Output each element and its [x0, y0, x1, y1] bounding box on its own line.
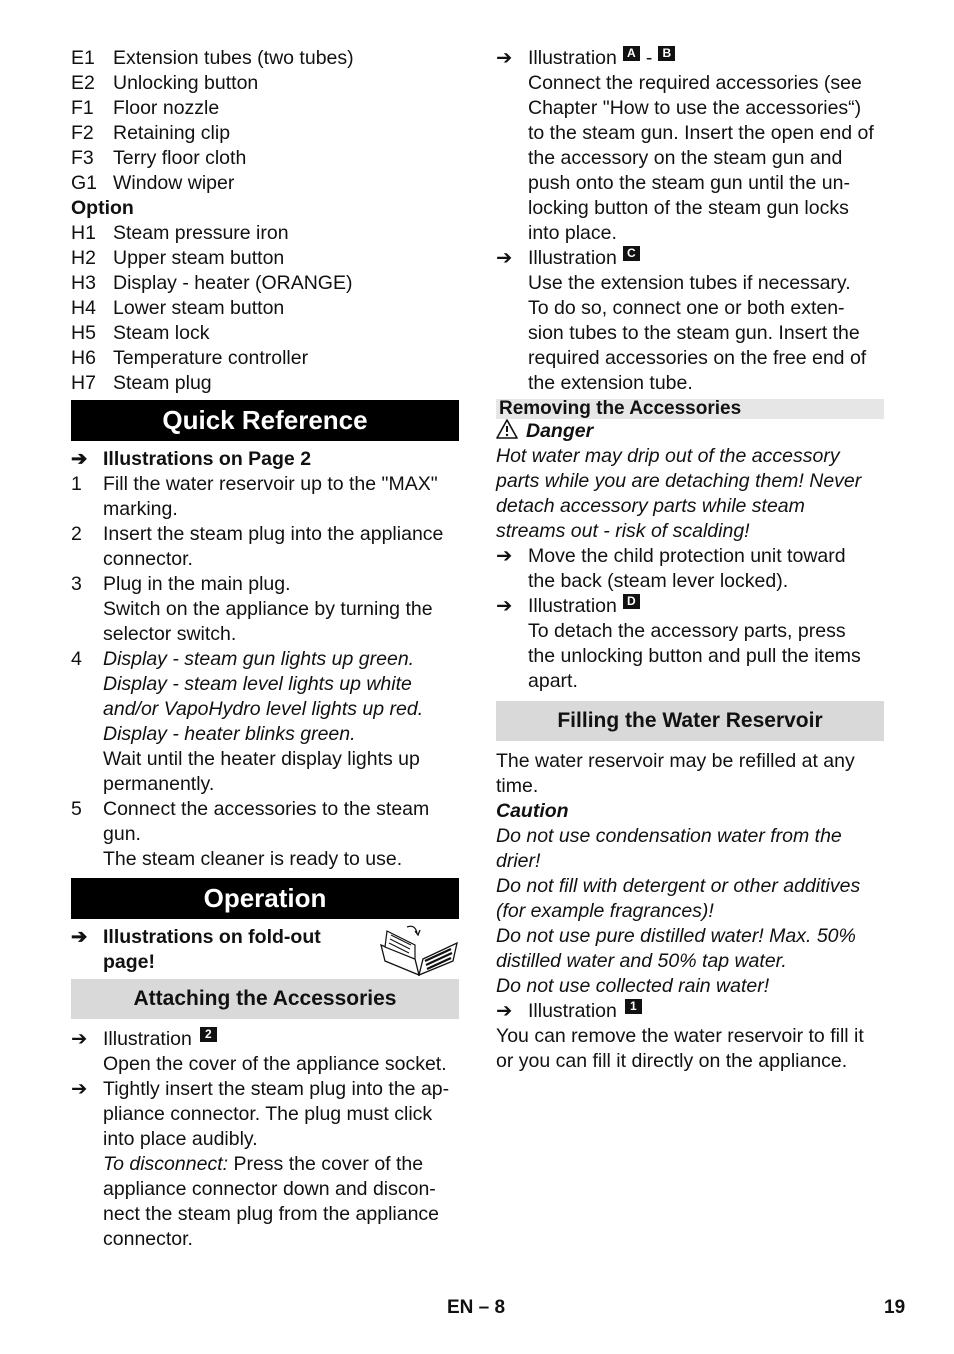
footer-section-label: EN – 8	[447, 1297, 506, 1318]
left-column: E1 Extension tubes (two tubes) E2 Unlocking button F1 Floor nozzle F2 Retaining clip F3 Terry floor cloth G1 Window wiper Option H1 Steam pressure iron H2 Upper steam button H3 Display - heater (ORANGE) H4 Lower steam button H5 Steam lock H6 Temperature controller H7 Steam plug Quick Reference ➔ Illustrations on Page 2 1 Fill the water reservoir up to the "MAX" marking. 2 Insert the steam plug into the appliance connector. 3 Plug in the main plug. Switch on the appliance by turning the selector switch. 4 Display - steam gun lights up green. Display - steam level lights up white and/or VapoHydro level lights up red. Display - heater blinks green. Wait until the heater display lights up permanently. 5 Connect the accessories to the steam gun. The steam cleaner is ready to use. Operation ➔ Illustrations on fold-out page! Attaching the Accessories ➔ Illustration 2 Open the cover of the appliance socket. ➔ Tightly insert the steam plug into the ap- pliance connector. The plug must click into place audibly. To disconnect: Press the cover of the appliance connector down and discon- nect the steam plug from the appliance connector.	[71, 46, 459, 1252]
arrow-right-icon: ➔	[496, 1000, 513, 1022]
attaching-accessories-heading: Attaching the Accessories	[71, 979, 459, 1019]
illustration-badge: B	[658, 46, 675, 61]
list-item: E2 Unlocking button	[71, 72, 259, 94]
list-item: H5 Steam lock	[71, 322, 210, 344]
illustration-badge: C	[623, 246, 640, 261]
parts-list	[71, 46, 459, 196]
illustration-badge: A	[623, 46, 640, 61]
quick-reference-illustration-ref: ➔ Illustrations on Page 2	[71, 448, 312, 470]
filling-water-reservoir-heading: Filling the Water Reservoir	[496, 701, 884, 741]
arrow-right-icon: ➔	[496, 247, 513, 269]
step-3: 3 Plug in the main plug.	[71, 573, 291, 595]
arrow-right-icon: ➔	[71, 448, 88, 470]
list-item: H3 Display - heater (ORANGE)	[71, 272, 353, 294]
illustration-badge: 2	[200, 1027, 217, 1042]
step-2: 2 Insert the steam plug into the appliance	[71, 523, 444, 545]
step-1: 1 Fill the water reservoir up to the "MAX"	[71, 473, 438, 495]
step-5: 5 Connect the accessories to the steam	[71, 798, 430, 820]
quick-reference-heading: Quick Reference	[71, 400, 459, 441]
arrow-right-icon: ➔	[71, 1028, 88, 1050]
caution-label: Caution	[496, 800, 569, 822]
operation-heading: Operation	[71, 878, 459, 919]
list-item: H2 Upper steam button	[71, 247, 285, 269]
step-4: 4 Display - steam gun lights up green.	[71, 648, 415, 670]
list-item: G1 Window wiper	[71, 172, 235, 194]
illustration-badge: 1	[625, 999, 642, 1014]
operation-illustration-ref: ➔ Illustrations on fold-out page!	[71, 925, 459, 975]
arrow-right-icon: ➔	[496, 595, 513, 617]
list-item: H7 Steam plug	[71, 372, 212, 394]
removing-accessories-heading: Removing the Accessories	[496, 399, 884, 419]
list-item: F2 Retaining clip	[71, 122, 231, 144]
arrow-right-icon: ➔	[496, 47, 513, 69]
option-heading: Option	[71, 197, 134, 219]
page-number: 19	[884, 1297, 906, 1318]
illustration-badge: D	[623, 594, 640, 609]
list-item: H4 Lower steam button	[71, 297, 285, 319]
open-book-icon	[379, 925, 459, 977]
arrow-right-icon: ➔	[71, 1078, 88, 1100]
warning-triangle-icon	[496, 419, 518, 439]
list-item: E1 Extension tubes (two tubes)	[71, 47, 354, 69]
list-item: H6 Temperature controller	[71, 347, 309, 369]
arrow-right-icon: ➔	[71, 926, 88, 948]
arrow-right-icon: ➔	[496, 545, 513, 567]
danger-label: Danger	[496, 419, 884, 444]
list-item: F3 Terry floor cloth	[71, 147, 247, 169]
right-column: ➔ Illustration A - B Connect the required accessories (see Chapter "How to use the accessories“) to the steam gun. Insert the open end of the accessory on the steam gun and push onto the steam gun until the un- locking button of the steam gun locks into place. ➔ Illustration C Use the extension tubes if necessary. To do so, connect one or both exten- sion tubes to the steam gun. Insert the required accessories on the free end of the extension tube. Removing the Accessories Danger Hot water may drip out of the accessory parts while you are detaching them! Never detach accessory parts while steam streams out - risk of scalding! ➔ Move the child protection unit toward the back (steam lever locked). ➔ Illustration D To detach the accessory parts, press the unlocking button and pull the items apart. Filling the Water Reservoir The water reservoir may be refilled at any time. Caution Do not use condensation water from the drier! Do not fill with detergent or other additives (for example fragrances)! Do not use pure distilled water! Max. 50% distilled water and 50% tap water. Do not use collected rain water! ➔ Illustration 1 You can remove the water reservoir to fill it or you can fill it directly on the appliance.	[496, 46, 884, 1074]
list-item: H1 Steam pressure iron	[71, 222, 289, 244]
list-item: F1 Floor nozzle	[71, 97, 220, 119]
option-list	[71, 221, 459, 396]
